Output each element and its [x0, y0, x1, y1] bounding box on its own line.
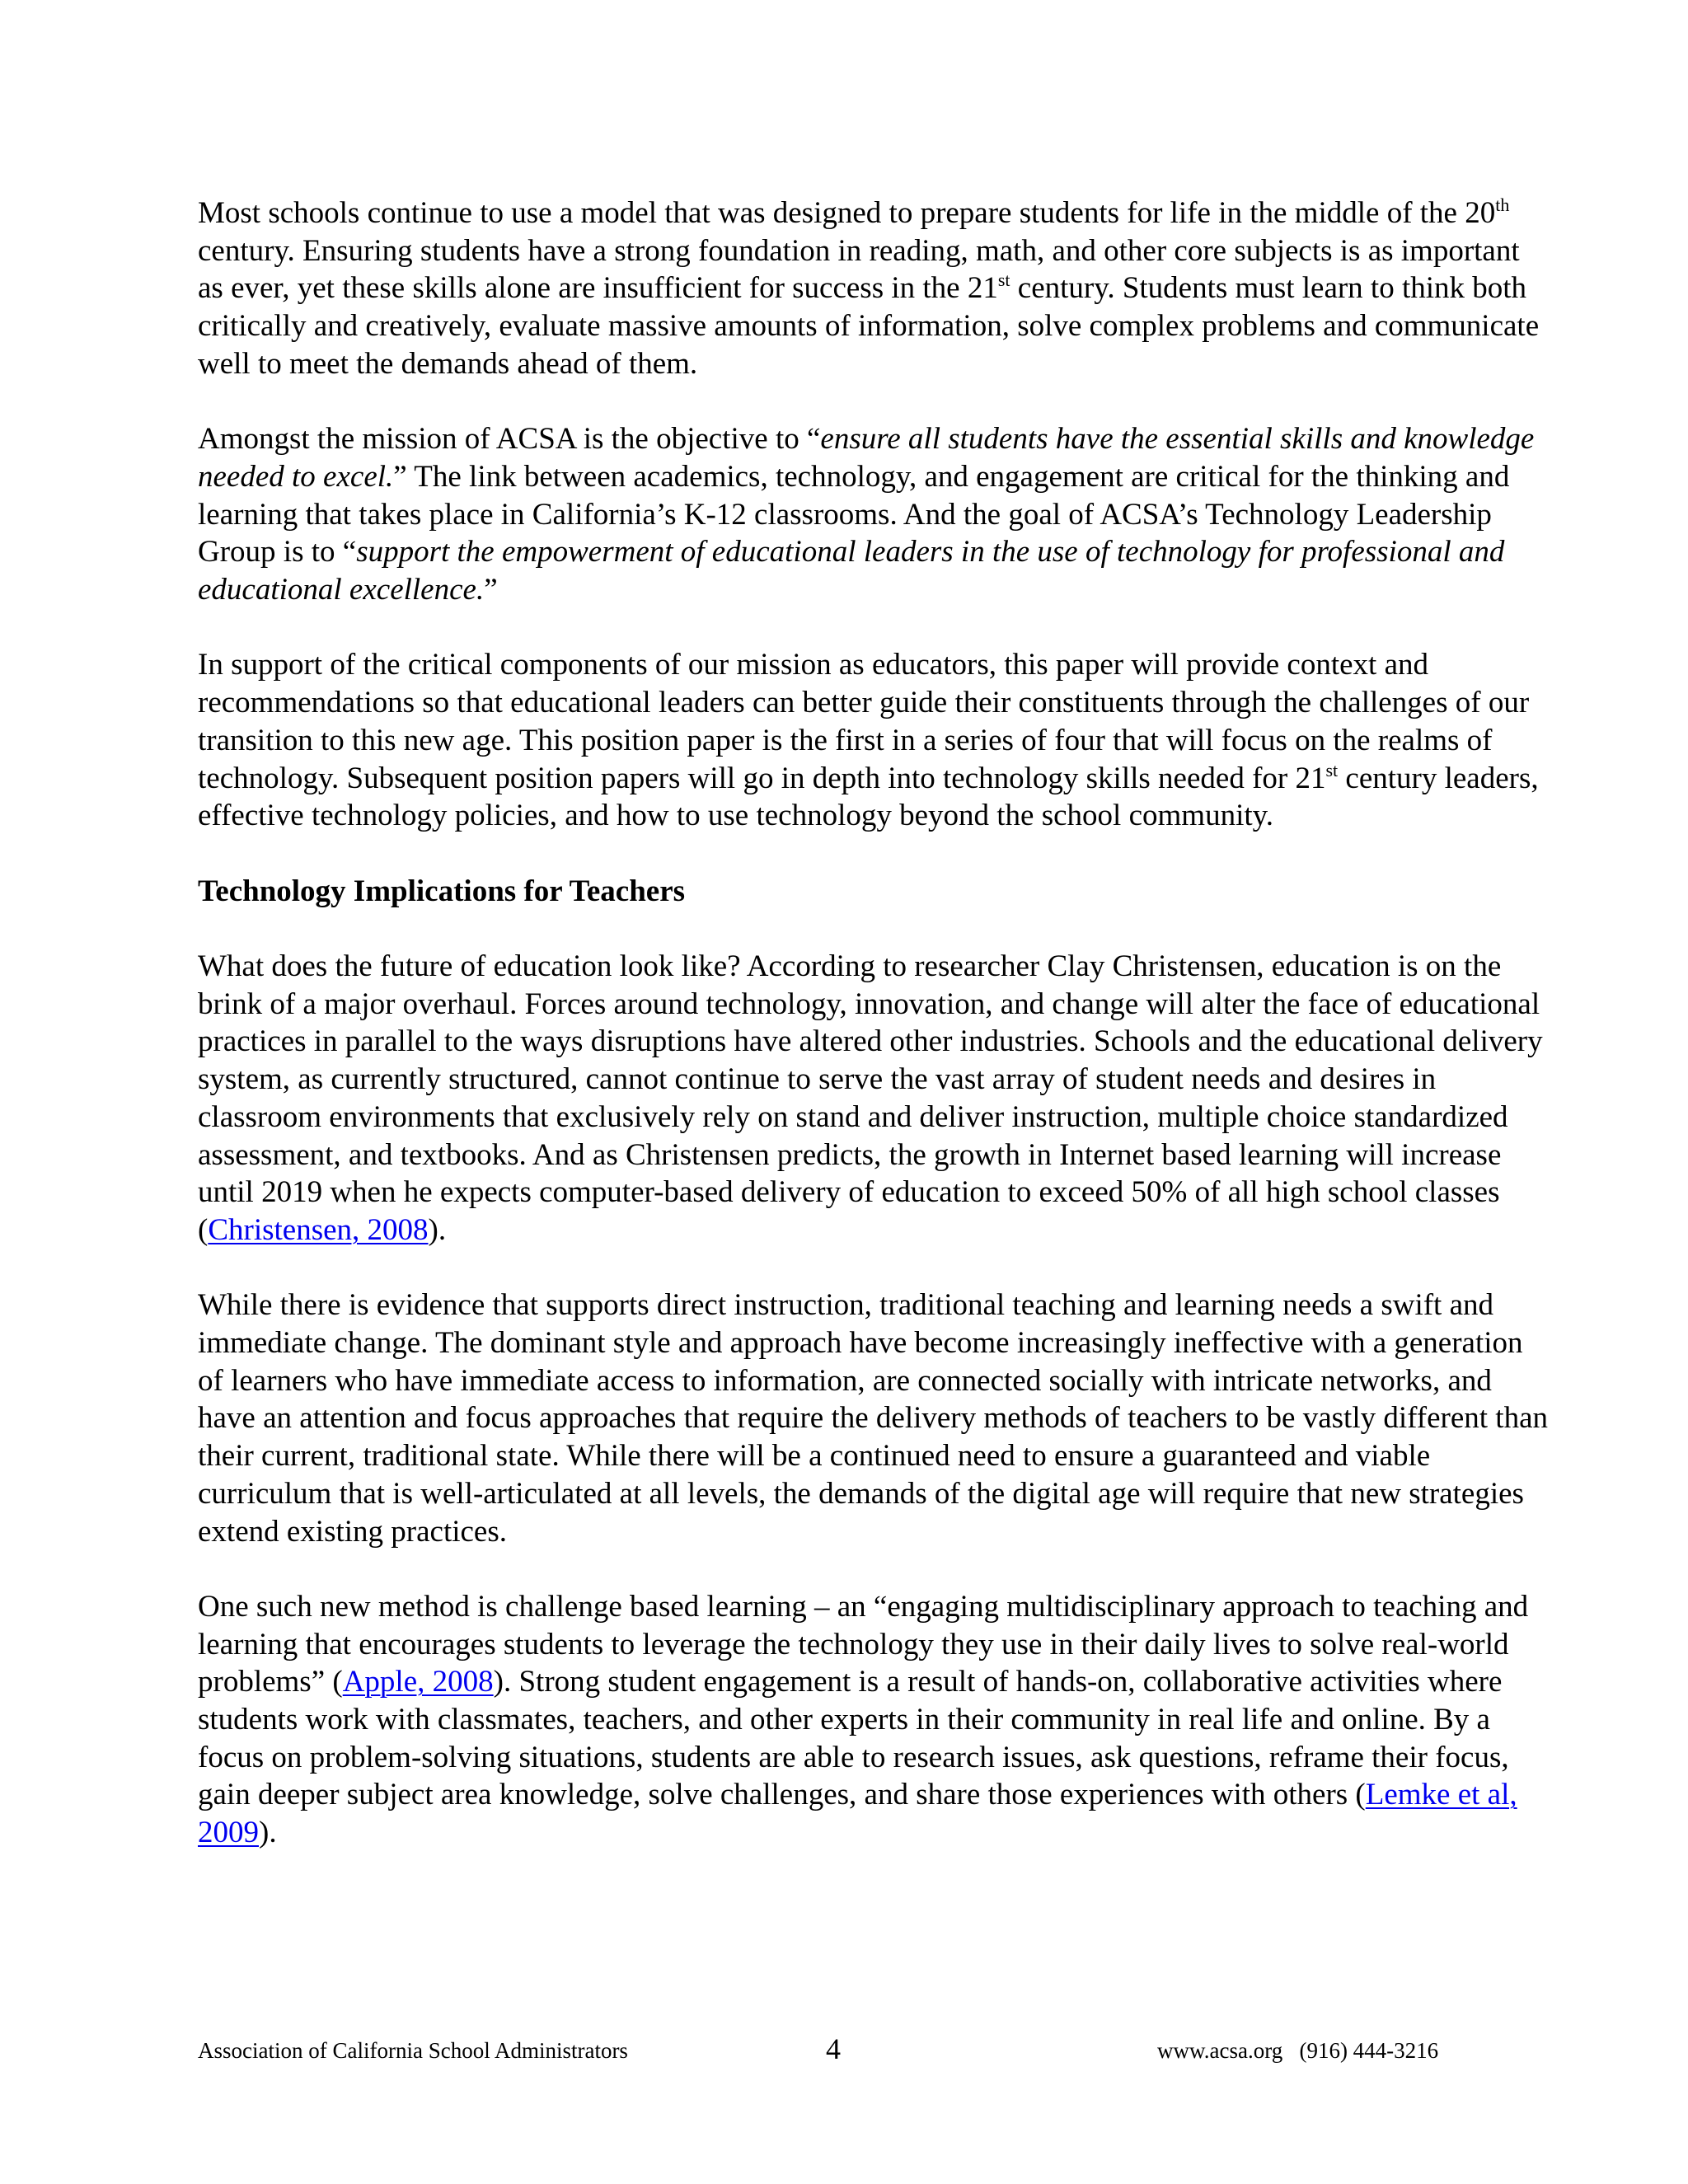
ordinal-superscript: th [1495, 194, 1510, 215]
page-footer [198, 2032, 1550, 2069]
body-paragraph: While there is evidence that supports direct instruction, traditional teaching and learning needs a swift and immediate change. The dominant style and approach have become increasingly ineffective with a generation of learners who have immediate access to information, are connected socially with intricate networks, and have an attention and focus approaches that require the delivery methods of teachers to be vastly different than their current, traditional state. While there will be a continued need to ensure a guaranteed and viable curriculum that is well-articulated at all levels, the demands of the digital age will require that new strategies extend existing practices. [198, 1288, 1549, 1549]
footer-contact: www.acsa.org (916) 444-3216 [1157, 2038, 1439, 2063]
body-paragraph: Most schools continue to use a model that was designed to prepare students for life in the middle of the 20th century. Ensuring students have a strong foundation in reading, math, and other core subjects is as important as ever, yet these skills alone are insufficient for success in the 21st century. Students must learn to think both critically and creatively, evaluate massive amounts of information, solve complex problems and communicate well to meet the demands ahead of them. [198, 194, 1540, 381]
body-paragraph: Amongst the mission of ACSA is the objective to “ensure all students have the essential skills and knowledge needed to excel.” The link between academics, technology, and engagement are critical for the thinking and learning that takes place in California’s K-12 classrooms. And the goal of ACSA’s Technology Leadership Group is to “support the empowerment of educational leaders in the use of technology for professional and educational excellence.” [198, 422, 1535, 607]
page-body [198, 194, 1550, 1890]
body-paragraph: One such new method is challenge based learning – an “engaging multidisciplinary approach to teaching and learning that encourages students to leverage the technology they use in their daily lives to solve real-world problems” (Apple, 2008). Strong student engagement is a result of hands-on, collaborative activities where students work with classmates, teachers, and other experts in their community in real life and online. By a focus on problem-solving situations, students are able to research issues, ask questions, reframe their focus, gain deeper subject area knowledge, solve challenges, and share those experiences with others (Lemke et al, 2009). [198, 1589, 1529, 1850]
section-heading: Technology Implications for Teachers [198, 874, 686, 908]
teachers-section [198, 948, 1550, 1852]
body-paragraph: What does the future of education look like? According to researcher Clay Christensen, education is on the brink of a major overhaul. Forces around technology, innovation, and change will alter the face of educational practices in parallel to the ways disruptions have altered other industries. Schools and the educational delivery system, as currently structured, cannot continue to serve the vast array of student needs and desires in classroom environments that exclusively rely on stand and deliver instruction, multiple choice standardized assessment, and textbooks. And as Christensen predicts, the growth in Internet based learning will increase until 2019 when he expects computer-based delivery of education to exceed 50% of all high school classes (Christensen, 2008). [198, 949, 1543, 1247]
page-number: 4 [826, 2032, 841, 2065]
citation-link-apple-2008[interactable]: Apple, 2008 [342, 1665, 494, 1699]
intro-section [198, 194, 1550, 835]
citation-link-lemke-2009[interactable]: Lemke et al, 2009 [198, 1778, 1517, 1850]
body-paragraph: In support of the critical components of our mission as educators, this paper will provide context and recommendations so that educational leaders can better guide their constituents through the challenges of our transition to this new age. This position paper is the first in a series of four that will focus on the realms of technology. Subsequent position papers will go in depth into technology skills needed for 21st century leaders, effective technology policies, and how to use technology beyond the school community. [198, 648, 1539, 833]
citation-link-christensen-2008[interactable]: Christensen, 2008 [208, 1212, 429, 1247]
italic-quote: ensure all students have the essential skills and knowledge needed to excel. [198, 422, 1535, 494]
ordinal-superscript: st [997, 269, 1010, 291]
italic-quote: support the empowerment of educational leaders in the use of technology for professional and educational excellence. [198, 535, 1505, 607]
footer-organization: Association of California School Administrators [198, 2038, 628, 2063]
ordinal-superscript: st [1325, 759, 1339, 780]
